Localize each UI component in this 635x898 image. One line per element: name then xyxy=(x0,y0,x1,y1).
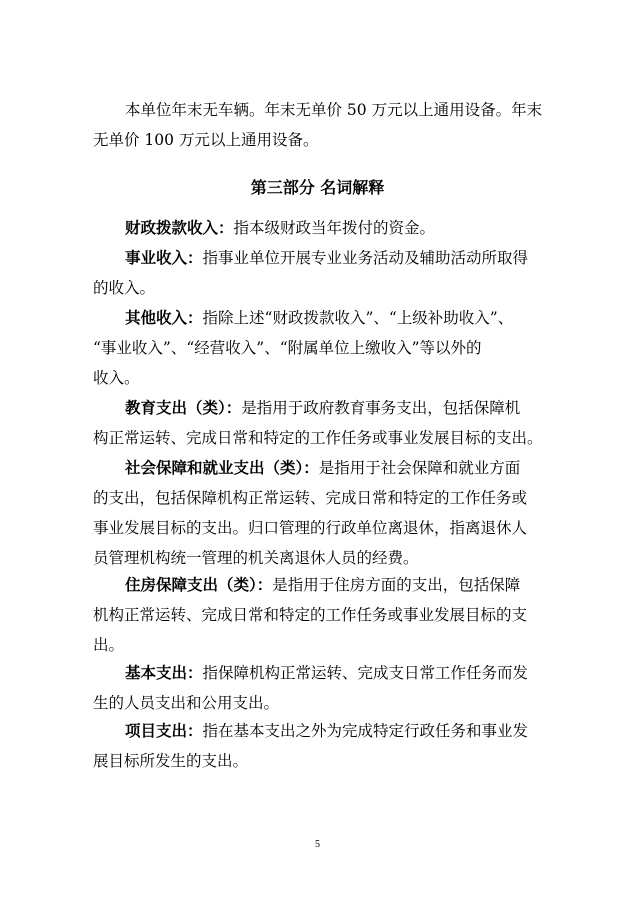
definition-text: 收入。 xyxy=(93,369,140,387)
definition-paragraph xyxy=(93,570,543,660)
definition-text: 的支出，包括保障机构正常运转、完成日常和特定的工作任务或 xyxy=(93,489,528,507)
definition-term: 基本支出： xyxy=(125,663,203,682)
intro-line: 无单价 100 万元以上通用设备。 xyxy=(93,131,319,149)
definition-term: 项目支出： xyxy=(125,721,203,740)
definition-text: 指除上述“财政拨款收入”、“上级补助收入”、 xyxy=(202,309,514,327)
definition-text: 的收入。 xyxy=(93,279,156,297)
definition-paragraph xyxy=(93,243,543,303)
page-number: 5 xyxy=(315,839,320,850)
definition-term: 教育支出（类）： xyxy=(125,398,242,417)
definition-text: 是指用于住房方面的支出，包括保障 xyxy=(272,576,521,594)
definition-text: 是指用于社会保障和就业方面 xyxy=(318,459,521,477)
definition-text: 事业发展目标的支出。归口管理的行政单位离退休，指离退休人 xyxy=(93,519,528,537)
definition-text: 指在基本支出之外为完成特定行政任务和事业发 xyxy=(202,722,529,740)
definition-term: 财政拨款收入： xyxy=(125,218,234,237)
definition-paragraph xyxy=(93,658,543,718)
intro-line: 本单位年末无车辆。年末无单价 50 万元以上通用设备。年末 xyxy=(125,101,543,119)
definition-text: 构正常运转、完成日常和特定的工作任务或事业发展目标的支出。 xyxy=(93,429,543,447)
definition-text: 是指用于政府教育事务支出，包括保障机 xyxy=(241,399,521,417)
definition-paragraph xyxy=(93,303,543,393)
definition-paragraph xyxy=(93,453,543,573)
definition-text: 指事业单位开展专业业务活动及辅助活动所取得 xyxy=(202,249,529,267)
definition-text: 机构正常运转、完成日常和特定的工作任务或事业发展目标的支 xyxy=(93,606,528,624)
definition-paragraph xyxy=(93,213,543,243)
definition-text: 指保障机构正常运转、完成支日常工作任务而发 xyxy=(202,664,529,682)
definition-paragraph xyxy=(93,393,543,453)
definition-text: 指本级财政当年拨付的资金。 xyxy=(233,219,436,237)
section-heading: 第三部分 名词解释 xyxy=(250,178,385,197)
definition-term: 事业收入： xyxy=(125,248,203,267)
definition-text: 展目标所发生的支出。 xyxy=(93,752,249,770)
definition-term: 社会保障和就业支出（类）： xyxy=(125,458,319,477)
intro-paragraph xyxy=(93,95,543,155)
definition-term: 住房保障支出（类）： xyxy=(125,575,273,594)
definition-paragraph xyxy=(93,716,543,776)
definition-term: 其他收入： xyxy=(125,308,203,327)
definition-text: 生的人员支出和公用支出。 xyxy=(93,694,280,712)
definition-text: 出。 xyxy=(93,636,125,654)
definition-text: “事业收入”、“经营收入”、“附属单位上缴收入”等以外的 xyxy=(93,339,482,357)
definition-text: 员管理机构统一管理的机关离退休人员的经费。 xyxy=(93,549,419,567)
